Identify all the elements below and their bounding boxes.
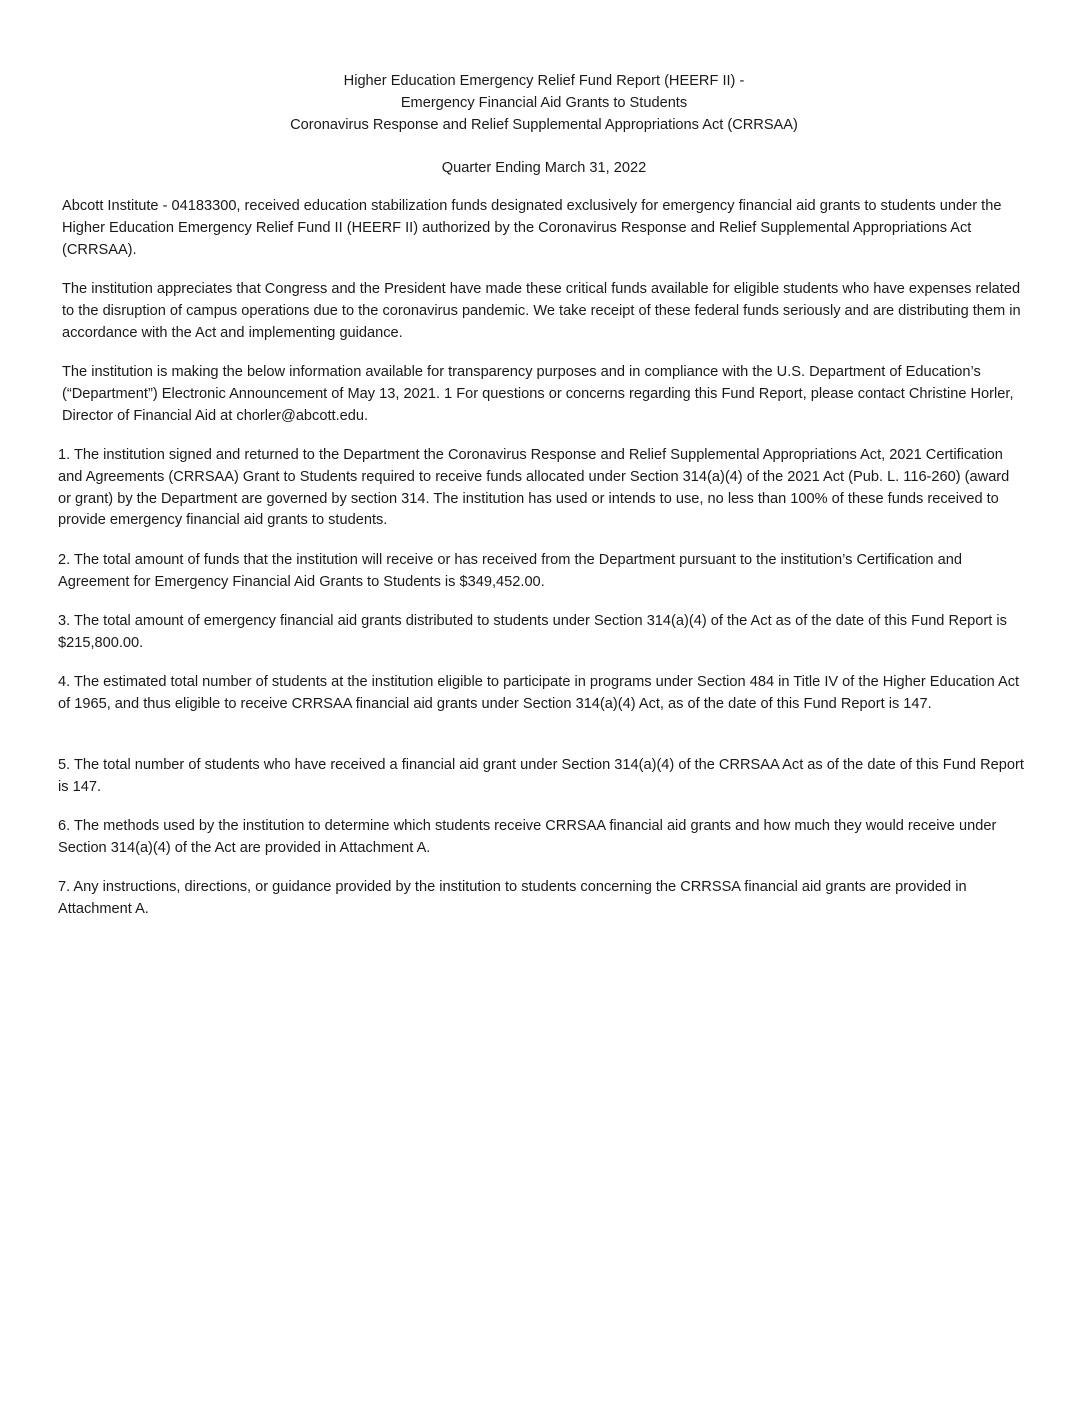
title-line-1: Higher Education Emergency Relief Fund Report (HEERF II) - [343, 73, 745, 89]
report-item-6: 6. The methods used by the institution to determine which students receive CRRSAA financial aid grants and how much they would receive under Section 314(a)(4) of the Act are provided in Attachment A. [58, 818, 997, 856]
report-title [0, 70, 1088, 136]
report-item-1: 1. The institution signed and returned to the Department the Coronavirus Response and Relief Supplemental Appropriations Act, 2021 Certification and Agreements (CRRSAA) Grant to Students required to receive funds allocated under Section 314(a)(4) of the 2021 Act (Pub. L. 116-260) (award or grant) by the Department are governed by section 314. The institution has used or intends to use, no less than 100% of these funds received to provide emergency financial aid grants to students. [58, 447, 1010, 529]
report-item-2: 2. The total amount of funds that the institution will receive or has received from the Department pursuant to the institution’s Certification and Agreement for Emergency Financial Aid Grants to Students is $349,452.00. [58, 552, 962, 590]
appreciation-paragraph: The institution appreciates that Congress and the President have made these critical funds available for eligible students who have expenses related to the disruption of campus operations due to the coronavirus pandemic. We take receipt of these federal funds seriously and are distributing them in accordance with the Act and implementing guidance. [62, 281, 1021, 341]
title-line-2: Emergency Financial Aid Grants to Students [400, 95, 688, 111]
report-item-5: 5. The total number of students who have received a financial aid grant under Section 314(a)(4) of the CRRSAA Act as of the date of this Fund Report is 147. [58, 757, 1024, 795]
report-item-4: 4. The estimated total number of students at the institution eligible to participate in programs under Section 484 in Title IV of the Higher Education Act of 1965, and thus eligible to receive CRRSAA financial aid grants under Section 314(a)(4) Act, as of the date of this Fund Report is 147. [58, 674, 1020, 712]
report-item-7: 7. Any instructions, directions, or guidance provided by the institution to students concerning the CRRSSA financial aid grants are provided in Attachment A. [58, 879, 967, 917]
quarter-ending: Quarter Ending March 31, 2022 [441, 160, 647, 176]
intro-paragraph: Abcott Institute - 04183300, received education stabilization funds designated exclusively for emergency financial aid grants to students under the Higher Education Emergency Relief Fund II (HEERF II) authorized by the Coronavirus Response and Relief Supplemental Appropriations Act (CRRSAA). [62, 198, 1002, 258]
transparency-paragraph: The institution is making the below information available for transparency purposes and in compliance with the U.S. Department of Education’s (“Department”) Electronic Announcement of May 13, 2021. 1 For questions or concerns regarding this Fund Report, please contact Christine Horler, Director of Financial Aid at chorler@abcott.edu. [62, 364, 1014, 424]
title-line-3: Coronavirus Response and Relief Supplemental Appropriations Act (CRRSAA) [290, 117, 798, 133]
report-item-3: 3. The total amount of emergency financial aid grants distributed to students under Section 314(a)(4) of the Act as of the date of this Fund Report is $215,800.00. [58, 613, 1007, 651]
